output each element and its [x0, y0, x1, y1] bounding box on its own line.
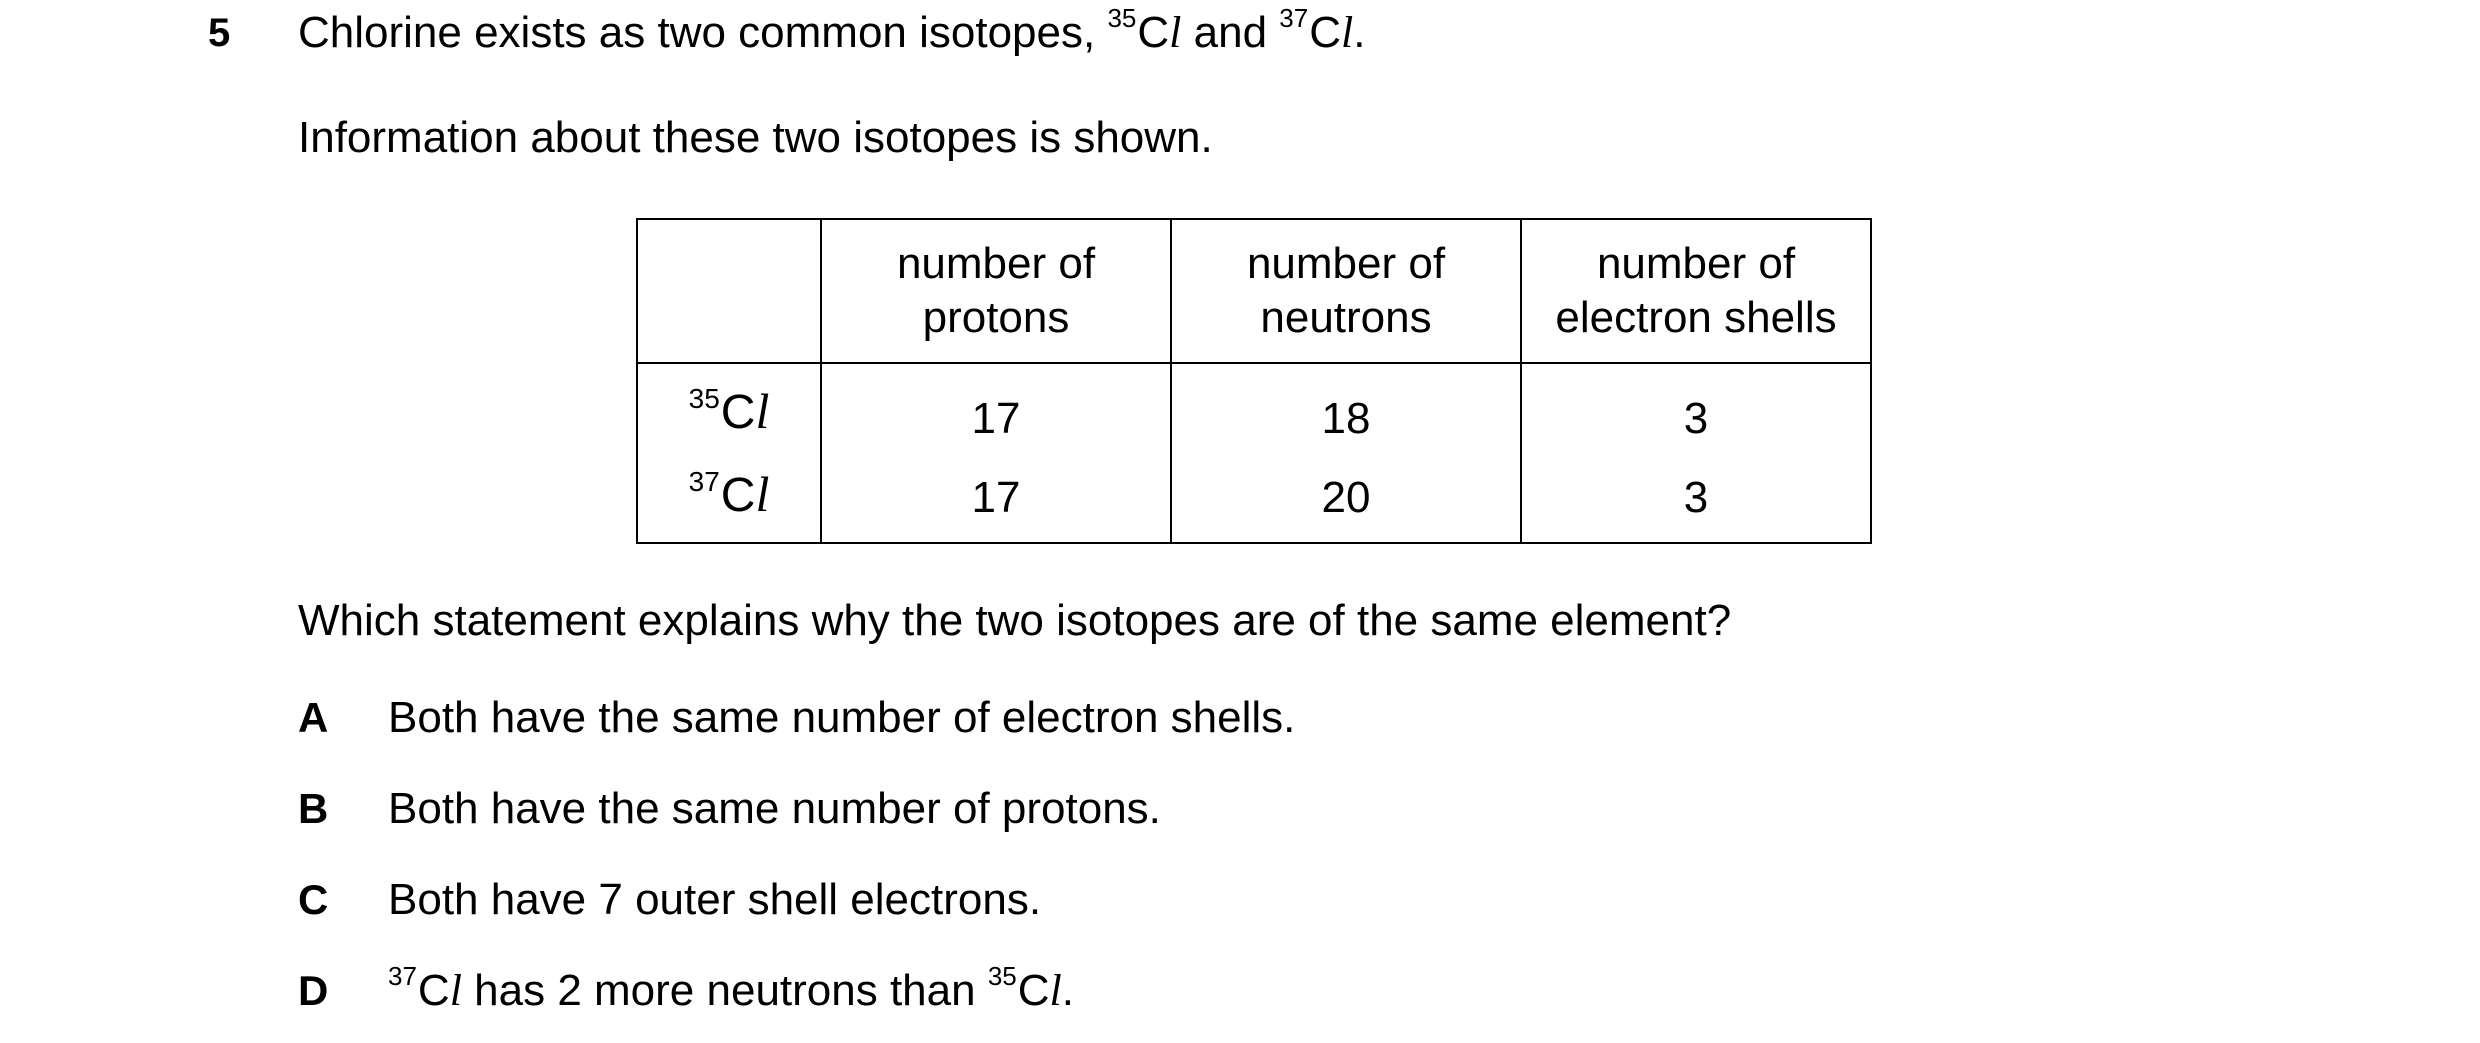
intro-iso2-mass: 37	[1279, 3, 1309, 33]
header-neutrons-line1: number of	[1246, 239, 1446, 288]
option-d-symbol-c-b: C	[1017, 966, 1050, 1015]
intro-and: and	[1193, 8, 1268, 57]
header-protons-line2: protons	[922, 293, 1070, 342]
header-neutrons-line2: neutrons	[1260, 293, 1432, 342]
option-a-text: Both have the same number of electron shells.	[388, 693, 1296, 742]
table-row	[637, 363, 1871, 454]
option-a-letter: A	[298, 694, 329, 741]
table-header-shells	[1521, 219, 1871, 363]
info-line: Information about these two isotopes is shown.	[298, 113, 1213, 162]
row2-neutrons: 20	[1171, 454, 1521, 543]
header-shells-line2: electron shells	[1555, 293, 1837, 342]
option-c-text: Both have 7 outer shell electrons.	[388, 875, 1042, 924]
option-d-mass-b: 35	[987, 961, 1017, 991]
option-b-letter: B	[298, 785, 329, 832]
row1-protons	[821, 363, 1171, 454]
row2-protons: 17	[821, 454, 1171, 543]
row2-symbol-l: l	[755, 466, 770, 522]
row1-shells-value: 3	[1683, 394, 1709, 443]
question-prompt: Which statement explains why the two isotopes are of the same element?	[298, 596, 1732, 645]
intro-iso1-symbol-l: l	[1169, 8, 1182, 57]
intro-iso1-mass: 35	[1107, 3, 1137, 33]
isotope-label-35	[637, 363, 821, 454]
table-header-protons	[821, 219, 1171, 363]
intro-iso2-symbol-c: C	[1309, 8, 1341, 57]
row2-symbol-c: C	[720, 469, 756, 522]
option-d-letter: D	[298, 967, 329, 1014]
row1-protons-value: 17	[971, 394, 1021, 443]
header-shells-line1: number of	[1596, 239, 1796, 288]
option-d-symbol-c-a: C	[417, 966, 450, 1015]
option-c-letter: C	[298, 876, 329, 923]
intro-text: Chlorine exists as two common isotopes,	[298, 8, 1096, 57]
option-d-symbol-l-b: l	[1049, 966, 1062, 1015]
row1-mass: 35	[688, 383, 720, 414]
option-d-text: has 2 more neutrons than	[474, 966, 976, 1015]
table-header-blank	[637, 219, 821, 363]
row2-mass: 37	[688, 466, 720, 497]
header-protons-line1: number of	[896, 239, 1096, 288]
intro-iso2-symbol-l: l	[1341, 8, 1354, 57]
option-c[interactable]	[298, 875, 1041, 925]
option-b-text: Both have the same number of protons.	[388, 784, 1161, 833]
row2-shells: 3	[1521, 454, 1871, 543]
row1-neutrons-value: 18	[1321, 394, 1371, 443]
option-d-mass-a: 37	[388, 961, 417, 991]
row1-shells	[1521, 363, 1871, 454]
question-number: 5	[208, 11, 231, 55]
table-header-neutrons	[1171, 219, 1521, 363]
option-d[interactable]	[298, 961, 1075, 1021]
row1-symbol-c: C	[720, 386, 756, 439]
option-d-end: .	[1061, 966, 1075, 1015]
question-intro: Chlorine exists as two common isotopes, $^{35}$Cl and $^{37}$Cl.	[298, 3, 1366, 57]
isotope-table	[636, 218, 1872, 544]
isotope-label-37	[637, 454, 821, 543]
option-b[interactable]	[298, 784, 1161, 834]
option-a[interactable]	[298, 693, 1295, 743]
row1-neutrons	[1171, 363, 1521, 454]
row1-symbol-l: l	[755, 383, 770, 439]
table-header-row	[637, 219, 1871, 363]
intro-iso1-symbol-c: C	[1137, 8, 1170, 57]
option-d-symbol-l-a: l	[449, 966, 462, 1015]
table-row	[637, 454, 1871, 543]
